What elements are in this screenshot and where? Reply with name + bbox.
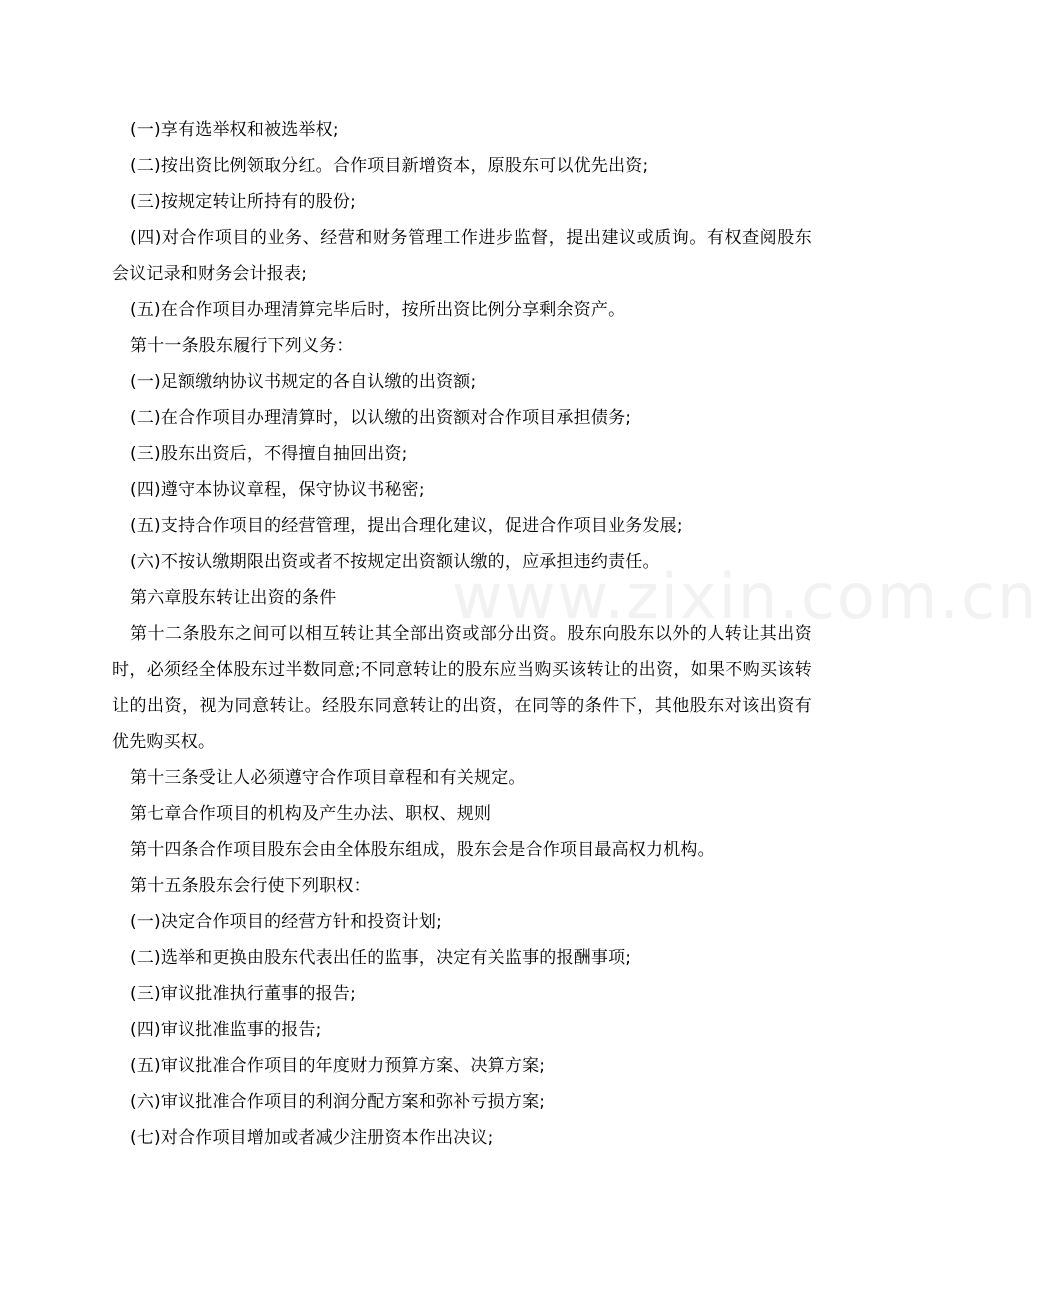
chapter-heading: 第六章股东转让出资的条件 — [130, 588, 337, 608]
watermark-text: www.zixin.com.cn — [452, 560, 1038, 633]
paragraph: (三)审议批准执行董事的报告; — [130, 984, 356, 1004]
paragraph: (五)支持合作项目的经营管理，提出合理化建议，促进合作项目业务发展; — [130, 516, 683, 536]
paragraph: (三)按规定转让所持有的股份; — [130, 192, 356, 212]
article-paragraph: 第十四条合作项目股东会由全体股东组成，股东会是合作项目最高权力机构。 — [130, 840, 715, 860]
paragraph: (六)审议批准合作项目的利润分配方案和弥补亏损方案; — [130, 1092, 546, 1112]
paragraph: (六)不按认缴期限出资或者不按规定出资额认缴的，应承担违约责任。 — [130, 552, 660, 572]
paragraph: (二)在合作项目办理清算时，以认缴的出资额对合作项目承担债务; — [130, 408, 632, 428]
paragraph: (四)对合作项目的业务、经营和财务管理工作进步监督，提出建议或质询。有权查阅股东会议记录和财务会计报表; — [112, 228, 812, 284]
paragraph: (四)遵守本协议章程，保守协议书秘密; — [130, 480, 425, 500]
chapter-heading: 第七章合作项目的机构及产生办法、职权、规则 — [130, 804, 492, 824]
paragraph: (七)对合作项目增加或者减少注册资本作出决议; — [130, 1128, 494, 1148]
paragraph: (一)享有选举权和被选举权; — [130, 120, 339, 140]
paragraph: (一)足额缴纳协议书规定的各自认缴的出资额; — [130, 372, 477, 392]
paragraph: (五)审议批准合作项目的年度财力预算方案、决算方案; — [130, 1056, 546, 1076]
article-paragraph: 第十二条股东之间可以相互转让其全部出资或部分出资。股东向股东以外的人转让其出资时，必须经全体股东过半数同意;不同意转让的股东应当购买该转让的出资，如果不购买该转让的出资，视为同意转让。经股东同意转让的出资，在同等的条件下，其他股东对该出资有优先购买权。 — [112, 624, 812, 752]
paragraph: (二)选举和更换由股东代表出任的监事，决定有关监事的报酬事项; — [130, 948, 632, 968]
article-heading: 第十一条股东履行下列义务： — [130, 336, 354, 356]
paragraph: (五)在合作项目办理清算完毕后时，按所出资比例分享剩余资产。 — [130, 300, 626, 320]
paragraph: (三)股东出资后，不得擅自抽回出资; — [130, 444, 408, 464]
document-body — [112, 112, 812, 1156]
article-paragraph: 第十三条受让人必须遵守合作项目章程和有关规定。 — [130, 768, 526, 788]
article-heading: 第十五条股东会行使下列职权： — [130, 876, 371, 896]
paragraph: (四)审议批准监事的报告; — [130, 1020, 322, 1040]
paragraph: (一)决定合作项目的经营方针和投资计划; — [130, 912, 442, 932]
paragraph: (二)按出资比例领取分红。合作项目新增资本，原股东可以优先出资; — [130, 156, 649, 176]
